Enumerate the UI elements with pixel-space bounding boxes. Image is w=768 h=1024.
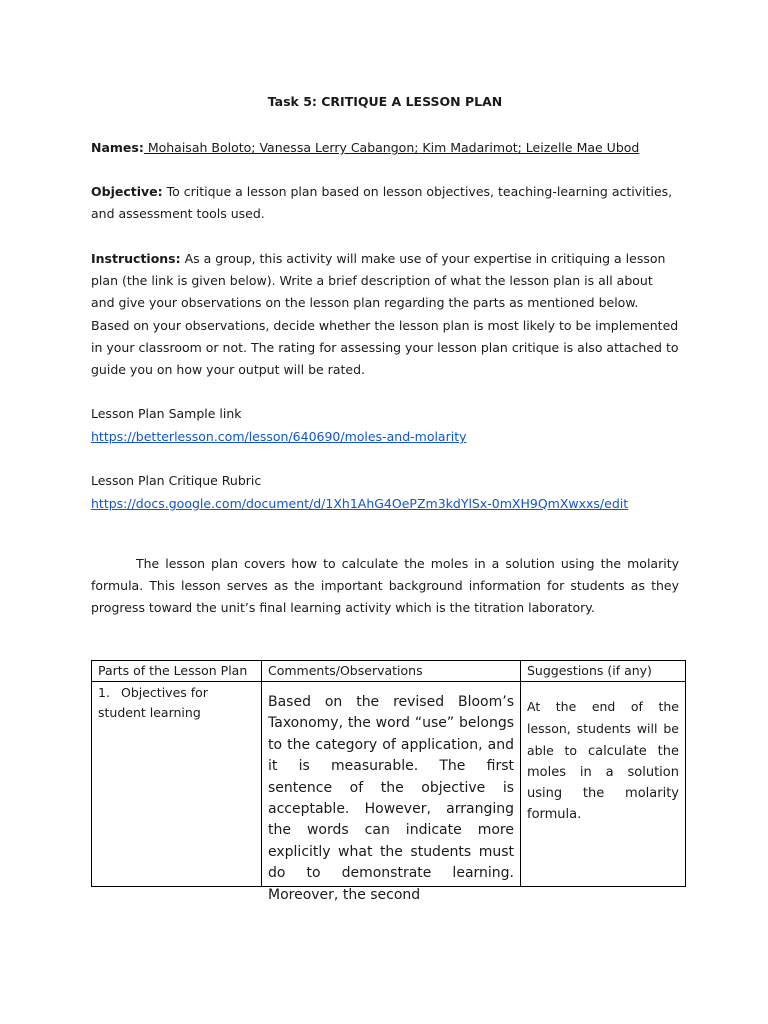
names-value: Mohaisah Boloto; Vanessa Lerry Cabangon; Kim Madarimot; Leizelle Mae Ubod xyxy=(143,140,640,155)
objective-text: To critique a lesson plan based on lesson objectives, teaching-learning activities, and assessment tools used. xyxy=(91,184,673,222)
instructions-label: Instructions: xyxy=(91,251,181,266)
names-line xyxy=(91,137,679,159)
table-cell-comments xyxy=(262,682,521,903)
table-header-row xyxy=(92,661,686,682)
table-cell-suggestions xyxy=(521,682,686,887)
sample-link-line xyxy=(91,426,679,448)
suggestions-text xyxy=(521,682,685,825)
part-label: Objectives for student learning xyxy=(98,685,208,720)
objective-paragraph xyxy=(91,181,679,225)
instructions-text: As a group, this activity will make use of your expertise in critiquing a lesson plan (the link is given below). Write a brief description of what the lesson plan is all about and give your observations on the lesson plan regarding the parts as mentioned below. Based on your observations, decide whether the lesson plan is most likely to be implemented in your classroom or not. The rating for assessing your lesson plan critique is also attached to guide you on how your output will be rated. xyxy=(91,251,679,378)
sample-link-label: Lesson Plan Sample link xyxy=(91,406,242,421)
table-header-suggestions: Suggestions (if any) xyxy=(521,661,686,682)
sample-link[interactable]: https://betterlesson.com/lesson/640690/moles-and-molarity xyxy=(91,429,467,444)
rubric-link-line xyxy=(91,493,679,515)
part-text xyxy=(92,682,261,723)
comments-text: Based on the revised Bloom’s Taxonomy, the word “use” belongs to the category of application, and it is measurable. The first sentence of the objective is acceptable. However, arranging the words can indicate more explicitly what the students must do to demonstrate learning. Moreover, the second xyxy=(268,694,514,903)
table-row xyxy=(92,682,686,887)
objective-label: Objective: xyxy=(91,184,163,199)
suggestion-part-1: At the end of the lesson, students will be able to xyxy=(527,699,679,758)
suggestion-part-2: calculate the moles in a solution using the molarity formula. xyxy=(527,744,679,822)
summary-paragraph: The lesson plan covers how to calculate the moles in a solution using the molarity formula. This lesson serves as the important background information for students as they progress toward the unit’s final learning activity which is the titration laboratory. xyxy=(91,556,679,616)
table-header-parts: Parts of the Lesson Plan xyxy=(92,661,262,682)
instructions-paragraph xyxy=(91,248,679,381)
names-label: Names: xyxy=(91,140,144,155)
rubric-link-label: Lesson Plan Critique Rubric xyxy=(91,473,262,488)
table-cell-part xyxy=(92,682,262,887)
part-number: 1. xyxy=(98,685,110,700)
critique-table xyxy=(91,660,686,903)
table-header-comments: Comments/Observations xyxy=(262,661,521,682)
rubric-link[interactable]: https://docs.google.com/document/d/1Xh1AhG4OePZm3kdYlSx-0mXH9QmXwxxs/edit xyxy=(91,496,629,511)
page-title: Task 5: CRITIQUE A LESSON PLAN xyxy=(267,94,503,109)
